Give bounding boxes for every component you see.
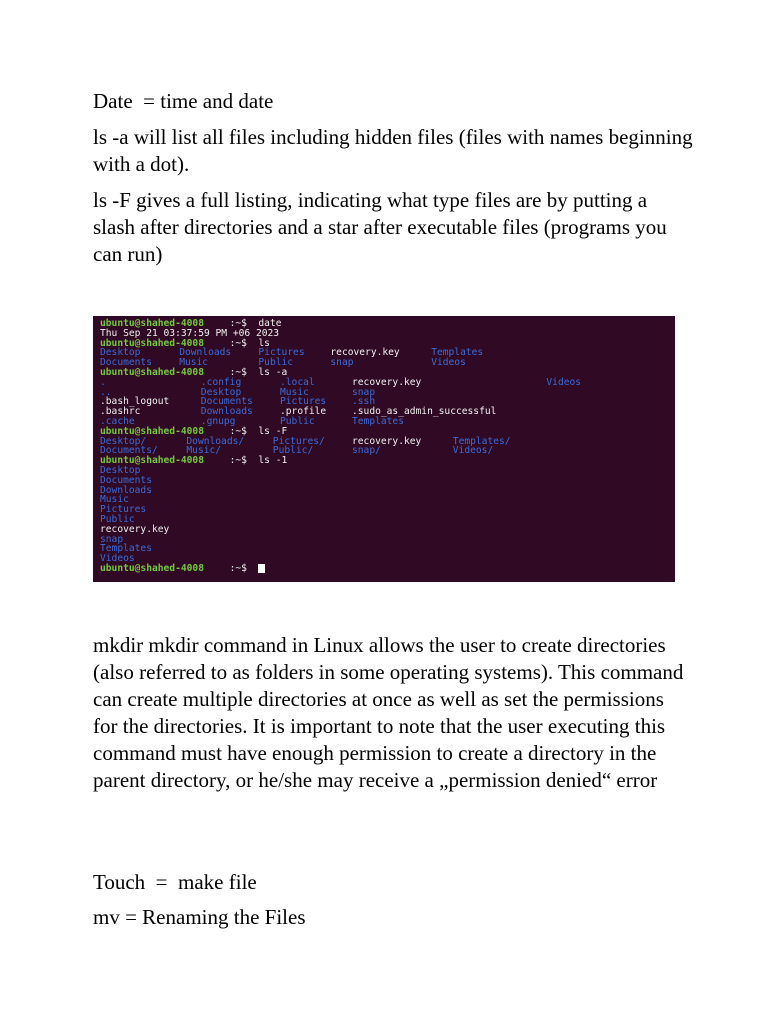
terminal-output-line <box>100 378 675 388</box>
directory-entry: Desktop <box>200 386 242 398</box>
file-entry: recovery.key <box>352 376 422 388</box>
directory-entry: Videos <box>431 357 466 369</box>
directory-entry: Documents <box>100 474 152 486</box>
prompt-user: ubuntu@shahed-4008 <box>100 337 204 349</box>
directory-entry: Music <box>179 357 209 369</box>
prompt-user: ubuntu@shahed-4008 <box>100 455 204 467</box>
directory-entry: Documents/ <box>100 445 158 457</box>
prompt-user: ubuntu@shahed-4008 <box>100 318 204 329</box>
directory-entry: .gnupg <box>200 415 236 427</box>
directory-entry: Templates <box>352 415 404 427</box>
directory-entry: Pictures <box>100 504 147 516</box>
terminal-prompt-line <box>100 564 675 574</box>
directory-entry: Templates <box>431 347 484 359</box>
file-entry: .bashrc <box>100 406 141 418</box>
directory-entry: Documents <box>200 396 253 408</box>
directory-entry: Videos <box>546 376 582 388</box>
terminal-output-line <box>100 388 675 398</box>
directory-entry: .ssh <box>352 396 376 408</box>
file-entry: Thu Sep 21 03:37:59 PM +06 2023 <box>100 327 280 339</box>
directory-entry: Pictures <box>280 396 327 408</box>
prompt-command: date <box>258 318 282 329</box>
terminal-output-line <box>100 544 675 554</box>
prompt-path: :~$ <box>229 455 253 467</box>
mkdir-paragraph: mkdir mkdir command in Linux allows the user to create directories (also referred to as folders in some operating systems). This command can create multiple directories at once as well as set the permissions for the directories. It is important to note that the user executing this command must have enough permission to create a directory in the parent directory, or he/she may receive a „permission denied“ error <box>93 633 689 792</box>
prompt-command: ls <box>258 337 270 349</box>
directory-entry: Downloads <box>100 484 152 496</box>
ls-F-paragraph: ls -F gives a full listing, indicating what type files are by putting a slash after directories and a star after executable files (programs you can run) <box>93 188 672 266</box>
terminal-prompt-line <box>100 456 675 466</box>
prompt-path: :~$ <box>229 318 253 329</box>
prompt-command: ls -1 <box>258 455 288 467</box>
terminal-output-line <box>100 486 675 496</box>
directory-entry: Videos/ <box>452 445 494 457</box>
prompt-path: :~$ <box>229 337 253 349</box>
directory-entry: snap <box>352 386 376 398</box>
file-entry: recovery.key <box>100 523 170 535</box>
directory-entry: .. <box>100 386 112 398</box>
directory-entry: . <box>100 376 106 388</box>
directory-entry: Desktop/ <box>100 435 147 447</box>
terminal-output-line <box>100 535 675 545</box>
directory-entry: Desktop <box>100 347 141 359</box>
directory-entry: Public/ <box>272 445 314 457</box>
date-paragraph: Date = time and date <box>93 89 274 113</box>
directory-entry: Public <box>100 513 135 525</box>
terminal-screenshot <box>93 316 675 582</box>
directory-entry: Templates <box>100 543 152 555</box>
prompt-user: ubuntu@shahed-4008 <box>100 562 204 574</box>
directory-entry: snap <box>100 533 124 545</box>
file-entry: .bash_logout <box>100 396 170 408</box>
terminal-output-line <box>100 505 675 515</box>
directory-entry: Pictures/ <box>272 435 325 447</box>
terminal-output-line <box>100 515 675 525</box>
directory-entry: Downloads/ <box>186 435 245 447</box>
directory-entry: Documents <box>100 357 152 369</box>
prompt-command: ls -F <box>258 425 288 437</box>
prompt-path: :~$ <box>229 366 253 378</box>
directory-entry: Desktop <box>100 464 141 476</box>
touch-paragraph: Touch = make file <box>93 870 257 894</box>
prompt-command: ls -a <box>258 366 288 378</box>
directory-entry: Music <box>100 494 129 506</box>
terminal-output-line <box>100 466 675 476</box>
terminal-output-line <box>100 495 675 505</box>
directory-entry: Downloads <box>179 347 232 359</box>
ls-a-paragraph: ls -a will list all files including hidden files (files with names beginning with a dot). <box>93 125 698 176</box>
directory-entry: Downloads <box>200 406 253 418</box>
terminal-cursor <box>258 564 265 573</box>
directory-entry: Public <box>258 357 294 369</box>
prompt-path: :~$ <box>229 562 253 574</box>
directory-entry: Pictures <box>258 347 305 359</box>
prompt-user: ubuntu@shahed-4008 <box>100 425 204 437</box>
terminal-output-line <box>100 476 675 486</box>
directory-entry: snap/ <box>352 445 381 457</box>
file-entry: .profile <box>280 406 327 418</box>
terminal-output-line <box>100 525 675 535</box>
directory-entry: .local <box>280 376 315 388</box>
prompt-user: ubuntu@shahed-4008 <box>100 366 204 378</box>
prompt-path: :~$ <box>229 425 253 437</box>
file-entry: recovery.key <box>330 347 400 359</box>
file-entry: .sudo_as_admin_successful <box>352 406 497 418</box>
directory-entry: Music/ <box>186 445 222 457</box>
mv-paragraph: mv = Renaming the Files <box>93 905 306 929</box>
directory-entry: snap <box>330 357 354 369</box>
directory-entry: .config <box>200 376 242 388</box>
directory-entry: Public <box>280 415 315 427</box>
directory-entry: .cache <box>100 415 135 427</box>
directory-entry: Videos <box>100 553 135 565</box>
file-entry: recovery.key <box>352 435 422 447</box>
directory-entry: Music <box>280 386 309 398</box>
directory-entry: Templates/ <box>452 435 511 447</box>
